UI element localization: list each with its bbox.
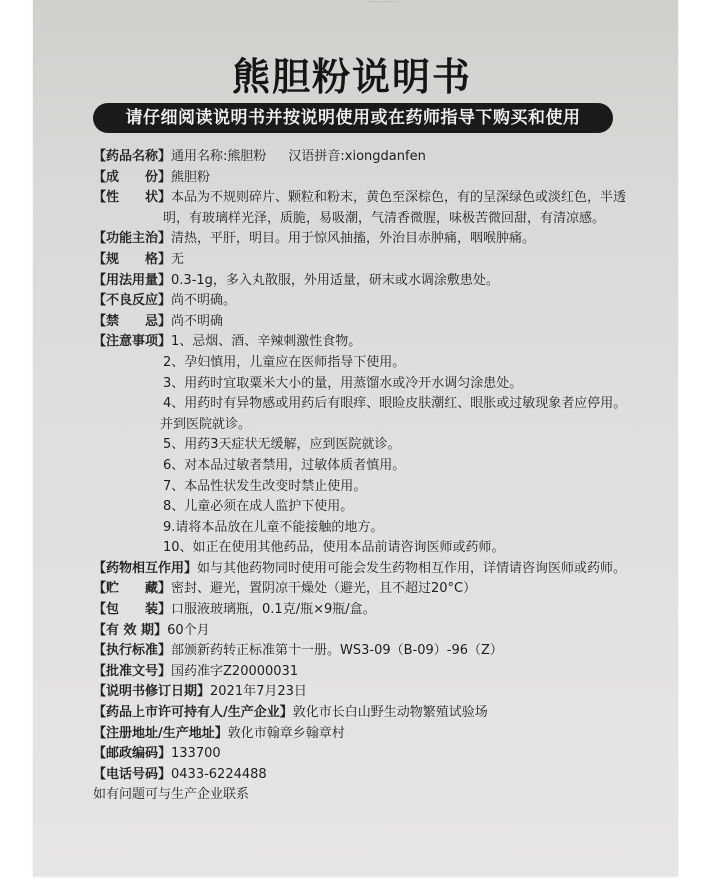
dosage-label: 【用法用量】	[93, 272, 172, 288]
precaution-row	[93, 456, 693, 477]
address-row	[93, 724, 693, 745]
phone-row	[93, 765, 693, 786]
approval-number-value: 国药准字Z20000031	[171, 663, 299, 679]
approval-number-label: 【批准文号】	[93, 663, 172, 679]
adverse-reactions-label: 【不良反应】	[93, 293, 172, 309]
storage-label: 【贮 藏】	[93, 581, 172, 597]
storage-value: 密封、避光，置阴凉干燥处（避光，且不超过20°C）	[171, 581, 477, 597]
precaution-item: 9.请将本品放在儿童不能接触的地方。	[163, 519, 384, 535]
ingredients-row	[93, 168, 693, 189]
revision-date-value: 2021年7月23日	[210, 684, 307, 700]
drug-name-row	[93, 147, 693, 168]
interactions-row	[93, 559, 693, 580]
precaution-item: 7、本品性状发生改变时禁止使用。	[163, 478, 367, 494]
license-holder-value: 敦化市长白山野生动物繁殖试验场	[292, 705, 488, 721]
dosage-row	[93, 271, 693, 292]
license-holder-label: 【药品上市许可持有人/生产企业】	[93, 705, 293, 721]
specification-row	[93, 250, 693, 271]
precaution-row	[93, 415, 693, 436]
appearance-row	[93, 188, 693, 209]
precautions-label: 【注意事项】	[93, 334, 172, 350]
packaging-row	[93, 600, 693, 621]
packaging-label: 【包 装】	[93, 602, 172, 618]
storage-row	[93, 579, 693, 600]
precaution-row	[93, 497, 693, 518]
footer-note-row	[93, 785, 693, 806]
appearance-row-cont	[93, 209, 693, 230]
revision-date-row	[93, 682, 693, 703]
standard-label: 【执行标准】	[93, 643, 172, 659]
specification-label: 【规 格】	[93, 251, 172, 267]
precaution-item: 2、孕妇慎用，儿童应在医师指导下使用。	[163, 354, 406, 370]
indications-value: 清热，平肝，明目。用于惊风抽搐，外治目赤肿痛，咽喉肿痛。	[171, 231, 536, 247]
dosage-value: 0.3-1g，多入丸散服，外用适量，研末或水调涂敷患处。	[171, 272, 499, 288]
interactions-value: 如与其他药物同时使用可能会发生药物相互作用，详情请咨询医师或药师。	[197, 560, 627, 576]
validity-row	[93, 621, 693, 642]
precaution-item: 8、儿童必须在成人监护下使用。	[163, 499, 354, 515]
precaution-row	[93, 374, 693, 395]
specification-value: 无	[171, 251, 185, 267]
precaution-item: 6、对本品过敏者禁用，过敏体质者慎用。	[163, 457, 406, 473]
contraindications-label: 【禁 忌】	[93, 313, 172, 329]
appearance-label: 【性 状】	[93, 190, 172, 206]
precaution-row	[93, 394, 693, 415]
adverse-reactions-value: 尚不明确。	[171, 293, 237, 309]
approval-number-row	[93, 662, 693, 683]
precaution-row	[93, 518, 693, 539]
standard-value: 部颁新药转正标准第十一册。WS3-09（B-09）-96（Z）	[171, 643, 503, 659]
precaution-row	[93, 435, 693, 456]
precaution-item: 10、如正在使用其他药品，使用本品前请咨询医师或药师。	[163, 540, 505, 556]
appearance-value-line1: 本品为不规则碎片、颗粒和粉末，黄色至深棕色，有的呈深绿色或淡红色，半透	[171, 190, 627, 206]
contraindications-value: 尚不明确	[171, 313, 224, 329]
top-strip-text: · · · · · · · · · ·	[367, 0, 398, 5]
warning-banner: 请仔细阅读说明书并按说明使用或在药师指导下购买和使用	[93, 103, 613, 133]
postal-code-row	[93, 744, 693, 765]
drug-name-label: 【药品名称】	[93, 149, 172, 164]
appearance-value-line2: 明，有玻璃样光泽，质脆，易吸潮，气清香微腥，味极苦微回甜，有清凉感。	[163, 210, 606, 226]
precaution-row	[93, 477, 693, 498]
revision-date-label: 【说明书修订日期】	[93, 684, 211, 700]
precaution-item: 1、忌烟、酒、辛辣刺激性食物。	[171, 334, 362, 350]
validity-value: 60个月	[167, 622, 210, 638]
standard-row	[93, 641, 693, 662]
adverse-reactions-row	[93, 291, 693, 312]
packaging-value: 口服液玻璃瓶，0.1克/瓶×9瓶/盒。	[171, 602, 376, 618]
precautions-row	[93, 332, 693, 353]
leaflet-content	[93, 147, 693, 806]
postal-code-value: 133700	[171, 746, 221, 762]
ingredients-value: 熊胆粉	[171, 169, 211, 185]
phone-label: 【电话号码】	[93, 766, 172, 782]
precaution-row	[93, 353, 693, 374]
indications-label: 【功能主治】	[93, 231, 172, 247]
precaution-item-continuation: 并到医院就诊。	[160, 416, 252, 432]
precaution-item: 4、用药时有异物感或用药后有眼痒、眼睑皮肤潮红、眼胀或过敏现象者应停用。	[163, 396, 627, 412]
contraindications-row	[93, 312, 693, 333]
precaution-item: 3、用药时宜取粟米大小的量，用蒸馏水或冷开水调匀涂患处。	[163, 375, 523, 391]
ingredients-label: 【成 份】	[93, 169, 172, 185]
indications-row	[93, 229, 693, 250]
phone-value: 0433-6224488	[171, 766, 267, 782]
address-value: 敦化市翰章乡翰章村	[227, 725, 345, 741]
document-title: 熊胆粉说明书	[231, 55, 472, 99]
precaution-row	[93, 538, 693, 559]
precaution-item: 5、用药3天症状无缓解，应到医院就诊。	[163, 437, 401, 453]
license-holder-row	[93, 703, 693, 724]
pinyin-name: 汉语拼音:xiongdanfen	[288, 149, 426, 164]
address-label: 【注册地址/生产地址】	[93, 725, 228, 741]
postal-code-label: 【邮政编码】	[93, 746, 172, 762]
common-name: 通用名称:熊胆粉	[171, 149, 267, 164]
validity-label: 【有 效 期】	[93, 622, 168, 638]
footer-note: 如有问题可与生产企业联系	[93, 787, 250, 803]
interactions-label: 【药物相互作用】	[93, 560, 198, 576]
